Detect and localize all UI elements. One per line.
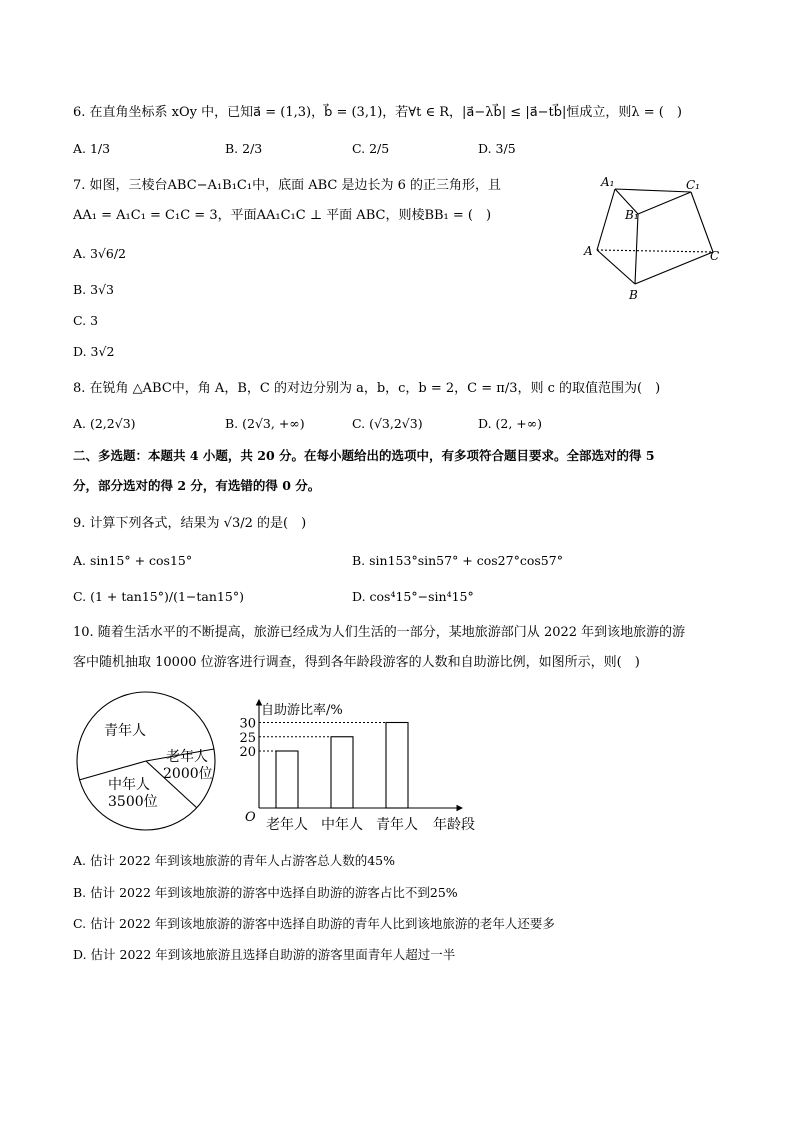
edge-a-b — [597, 250, 635, 284]
bar-2 — [386, 723, 408, 809]
label-c: C — [710, 249, 720, 263]
q9-option-d: D. cos⁴15°−sin⁴15° — [352, 589, 474, 604]
q6-option-a: A. 1/3 — [73, 141, 111, 156]
q7-stem-line1: 7. 如图，三棱台ABC−A₁B₁C₁中，底面 ABC 是边长为 6 的正三角形，且 — [73, 178, 502, 193]
bar-1 — [331, 737, 353, 808]
q10-stem-line1: 10. 随着生活水平的不断提高，旅游已经成为人们生活的一部分，某地旅游部门从 2022 年到该地旅游的游 — [73, 625, 686, 640]
x-tick-label-1: 中年人 — [321, 817, 363, 833]
edge-a-c-hidden — [597, 250, 713, 252]
label-c1: C₁ — [686, 178, 700, 192]
q7-option-c: C. 3 — [73, 313, 99, 328]
q9-option-c: C. (1 + tan15°)/(1−tan15°) — [73, 589, 244, 604]
q6-option-d: D. 3/5 — [478, 141, 516, 156]
label-b1: B₁ — [625, 208, 639, 222]
y-axis-title: 自助游比率/% — [261, 703, 343, 718]
q6-stem: 6. 在直角坐标系 xOy 中，已知a⃗ = (1,3)，b⃗ = (3,1)，若∀t ∈ R，|a⃗−λb⃗| ≤ |a⃗−tb⃗|恒成立，则λ = ( ) — [73, 105, 682, 120]
q10-option-a: A. 估计 2022 年到该地旅游的青年人占游客总人数的45% — [73, 853, 396, 868]
edge-c-c1 — [691, 192, 713, 252]
pie-count-elder: 2000位 — [163, 766, 213, 782]
x-axis-title: 年龄段 — [433, 817, 475, 833]
q8-option-d: D. (2, +∞) — [478, 416, 543, 431]
q8-stem: 8. 在锐角 △ABC中，角 A，B，C 的对边分别为 a，b，c，b = 2，C = π/3，则 c 的取值范围为( ) — [73, 381, 661, 396]
x-tick-label-0: 老年人 — [266, 817, 308, 833]
y-tick-label-0: 20 — [239, 745, 256, 760]
section2-line2: 分，部分选对的得 2 分，有选错的得 0 分。 — [73, 478, 321, 493]
x-tick-label-2: 青年人 — [376, 817, 418, 833]
bar-chart — [236, 694, 496, 839]
y-tick-label-1: 25 — [239, 730, 256, 746]
y-tick-label-2: 30 — [239, 716, 256, 732]
q7-option-d: D. 3√2 — [73, 344, 115, 359]
q10-option-d: D. 估计 2022 年到该地旅游且选择自助游的游客里面青年人超过一半 — [73, 947, 456, 962]
origin-label: O — [245, 810, 256, 825]
q7-option-b: B. 3√3 — [73, 282, 115, 297]
edge-a-a1 — [597, 189, 615, 250]
q9-option-a: A. sin15° + cos15° — [73, 553, 193, 568]
pie-label-middle: 中年人 — [108, 777, 150, 793]
pie-label-youth: 青年人 — [104, 723, 146, 739]
pie-label-elder: 老年人 — [166, 749, 208, 765]
bar-0 — [276, 751, 298, 808]
q7-option-a: A. 3√6/2 — [73, 246, 127, 261]
edge-b1-c1 — [638, 192, 691, 214]
label-a1: A₁ — [601, 175, 615, 189]
q8-option-a: A. (2,2√3) — [73, 416, 136, 431]
q8-option-c: C. (√3,2√3) — [352, 416, 423, 431]
edge-b-b1 — [635, 214, 638, 284]
q10-option-c: C. 估计 2022 年到该地旅游的游客中选择自助游的青年人比到该地旅游的老年人还要多 — [73, 916, 555, 931]
edge-b-c — [635, 252, 713, 284]
q6-option-b: B. 2/3 — [225, 141, 263, 156]
section2-line1: 二、多选题：本题共 4 小题，共 20 分。在每小题给出的选项中，有多项符合题目要求。全部选对的得 5 — [73, 448, 655, 463]
q10-stem-line2: 客中随机抽取 10000 位游客进行调查，得到各年龄段游客的人数和自助游比例，如图所示，则( ) — [73, 655, 640, 670]
q9-option-b: B. sin153°sin57° + cos27°cos57° — [352, 553, 563, 568]
q6-option-c: C. 2/5 — [352, 141, 390, 156]
pie-chart — [70, 688, 240, 833]
q9-stem: 9. 计算下列各式，结果为 √3/2 的是( ) — [73, 516, 307, 531]
label-a: A — [584, 244, 593, 258]
q8-option-b: B. (2√3, +∞) — [225, 416, 305, 431]
q7-stem-line2: AA₁ = A₁C₁ = C₁C = 3，平面AA₁C₁C ⊥ 平面 ABC，则棱BB₁ = ( ) — [73, 208, 492, 223]
label-b: B — [629, 288, 638, 302]
q10-option-b: B. 估计 2022 年到该地旅游的游客中选择自助游的游客占比不到25% — [73, 885, 458, 900]
edge-a1-c1 — [615, 189, 691, 192]
frustum-figure — [578, 172, 728, 307]
pie-count-middle: 3500位 — [108, 794, 158, 810]
